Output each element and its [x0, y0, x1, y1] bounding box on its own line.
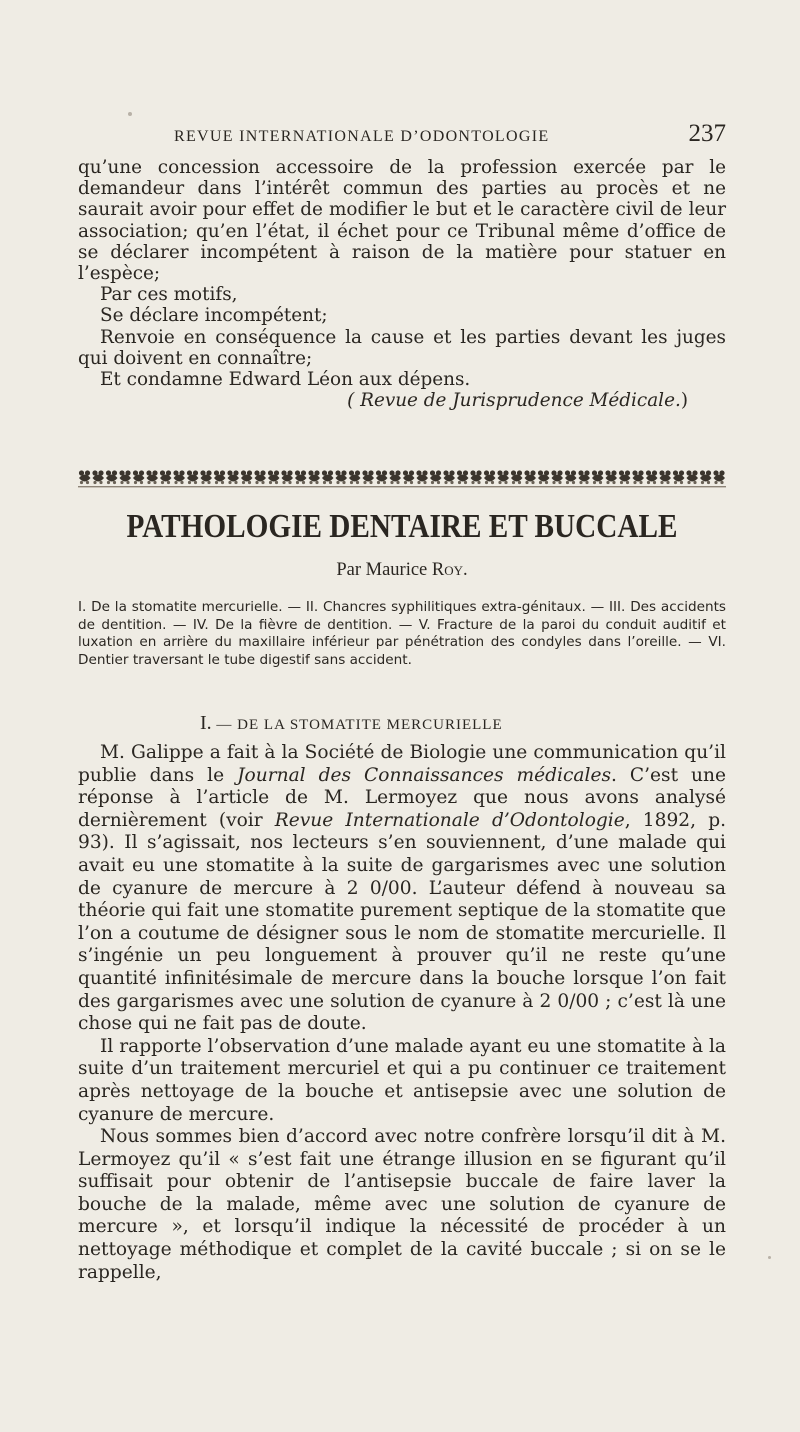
ornamental-border — [78, 467, 726, 489]
page-header — [78, 118, 726, 154]
subsection-number: I. — [200, 712, 212, 734]
byline-prefix: Par Maurice — [336, 560, 432, 580]
ruling-line: Se déclare incompétent; — [100, 305, 328, 327]
ruling-line: Par ces motifs, — [100, 284, 238, 306]
page-number: 237 — [688, 120, 726, 147]
print-speck — [768, 1256, 771, 1259]
running-title: REVUE INTERNATIONALE D’ODONTOLOGIE — [174, 128, 550, 145]
author-name: Roy. — [431, 560, 468, 580]
body-text: . C’est une réponse à l’article de M. Lermoyez que nous avons analysé dernièrement (voir — [78, 764, 726, 831]
subsection-title: — DE LA STOMATITE MERCURIELLE — [216, 717, 503, 733]
source-close: ) — [680, 390, 688, 412]
revue-title: Revue Internationale d’Odontologie — [274, 809, 625, 831]
ruling-line: Et condamne Edward Léon aux dépens. — [100, 369, 471, 391]
section-contents: I. De la stomatite mercurielle. — II. Chancres syphilitiques extra-génitaux. — III. Des accidents de dentition. — IV. De la fièvre de dentition. — V. Fracture de la paroi du conduit auditif et luxation en arrière du maxillaire inférieur par pénétration des condyles dans l’oreille. — VI. Dentier traversant le tube digestif sans accident. — [78, 599, 726, 668]
body-text: M. Galippe a fait à la Société de Biologie une communication qu’il publie dans le — [78, 742, 726, 786]
ruling-line: Renvoie en conséquence la cause et les parties devant les juges qui doivent en connaître; — [78, 326, 726, 369]
body-paragraph — [78, 742, 726, 1036]
journal-title: Journal des Connaissances médicales — [237, 764, 611, 786]
print-speck — [128, 112, 132, 116]
body-text: , 1892, p. 93). Il s’agissait, nos lecteurs s’en souviennent, d’une malade qui avait eu une stomatite à la suite de gargarismes avec une solution de cyanure de mercure à 2 0/00. L’auteur défend à nouveau sa théorie qui fait une stomatite purement septique de la stomatite que l’on a coutume de désigner sous le nom de stomatite mercurielle. Il s’ingénie un peu longuement à prouver qu’il ne reste qu’une quantité infinitésimale de mercure dans la bouche lorsque l’on fait des gargarismes avec une solution de cyanure à 2 0/00 ; c’est là une chose qui ne fait pas de doute. — [78, 809, 727, 1035]
byline — [78, 560, 726, 581]
source-citation — [78, 390, 726, 411]
section-title: PATHOLOGIE DENTAIRE ET BUCCALE — [126, 508, 678, 545]
source-title: Revue de Jurisprudence Médicale. — [360, 390, 681, 412]
article-body — [78, 742, 726, 1284]
ruling-paragraph: qu’une concession accessoire de la profession exercée par le demandeur dans l’intérêt commun des parties au procès et ne saurait avoir pour effet de modifier le but et le caractère civil de leur association; qu’en l’état, il échet pour ce Tribunal même d’office de se déclarer incompétent à raison de la matière pour statuer en l’espèce; — [78, 157, 726, 285]
source-open: ( — [347, 390, 361, 412]
body-paragraph: Il rapporte l’observation d’une malade ayant eu une stomatite à la suite d’un traitement mercuriel et qui a pu continuer ce traitement après nettoyage de la bouche et antisepsie avec une solution de cyanure de mercure. — [78, 1035, 726, 1125]
court-ruling-text — [78, 157, 726, 411]
subsection-heading — [200, 712, 503, 735]
body-paragraph: Nous sommes bien d’accord avec notre confrère lorsqu’il dit à M. Lermoyez qu’il « s’est fait une étrange illusion en se figurant qu’il suffisait pour obtenir de l’antisepsie buccale de faire laver la bouche de la malade, même avec une solution de cyanure de mercure », et lorsqu’il indique la nécessité de procéder à un nettoyage méthodique et complet de la cavité buccale ; si on se le rappelle, — [78, 1126, 726, 1283]
